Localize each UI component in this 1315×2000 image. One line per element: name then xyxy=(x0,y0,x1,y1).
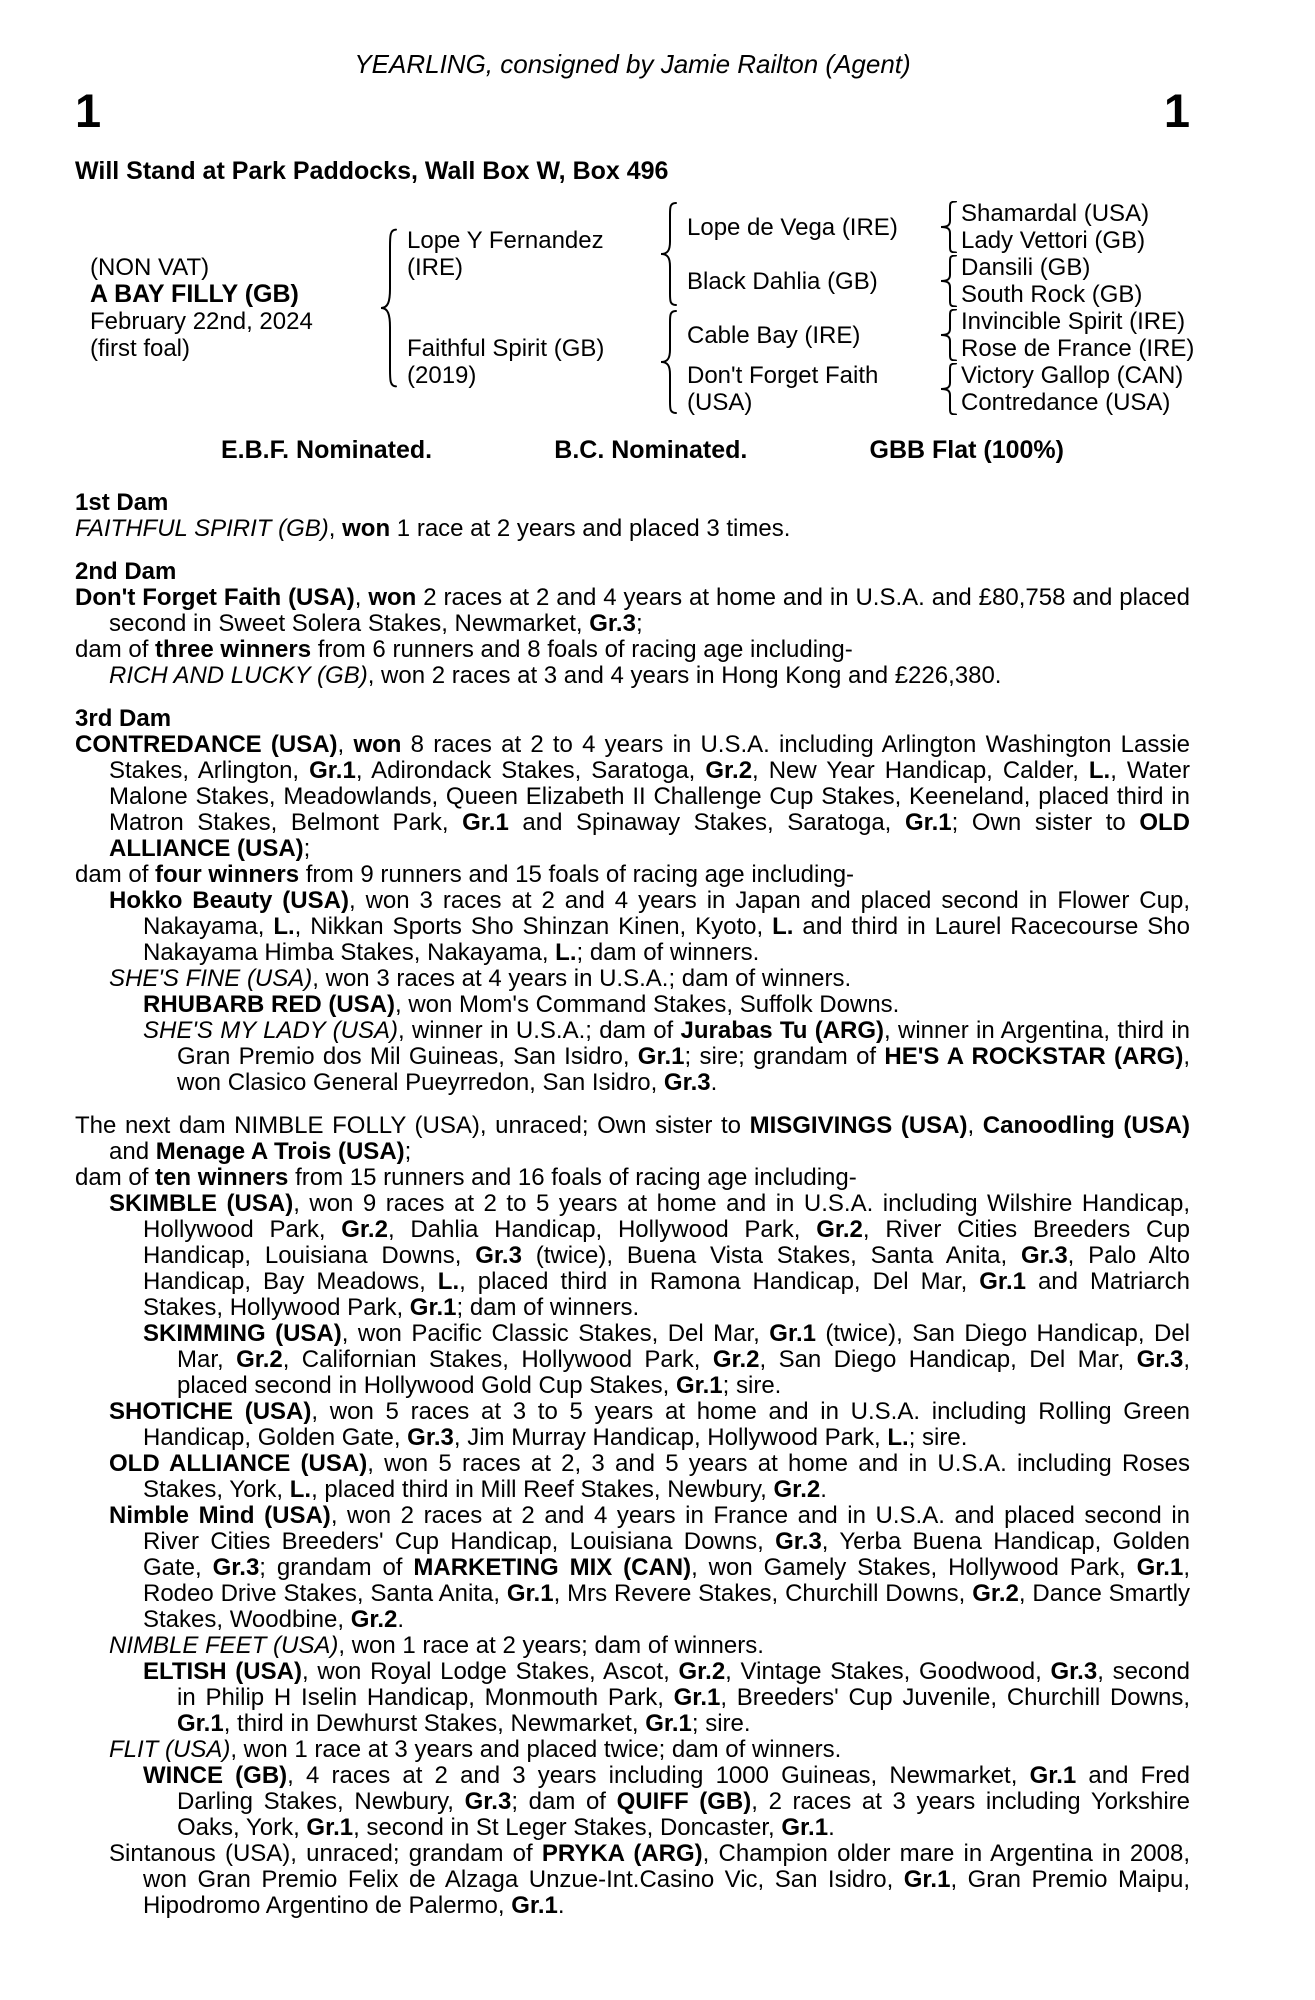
pedigree-paragraph: FAITHFUL SPIRIT (GB), won 1 race at 2 years and placed 3 times. xyxy=(75,515,791,542)
pedigree-paragraph: RHUBARB RED (USA), won Mom's Command Stakes, Suffolk Downs. xyxy=(143,991,900,1018)
bc-nominated-label: B.C. Nominated. xyxy=(554,436,748,464)
pedigree-paragraph: SHE'S MY LADY (USA), winner in U.S.A.; dam of Jurabas Tu (ARG), winner in Argentina, third in Gran Premio dos Mil Guineas, San Isidro, Gr.1; sire; grandam of HE'S A ROCKSTAR (ARG), won Clasico General Pueyrredon, San Isidro, Gr.3. xyxy=(143,1017,1190,1096)
sire-suffix: (IRE) xyxy=(407,254,463,281)
section-heading: 3rd Dam xyxy=(75,705,172,732)
horse-name: A BAY FILLY (GB) xyxy=(90,280,299,308)
pedigree-paragraph: SHOTICHE (USA), won 5 races at 3 to 5 years at home and in U.S.A. including Rolling Green Handicap, Golden Gate, Gr.3, Jim Murray Handicap, Hollywood Park, L.; sire. xyxy=(109,1398,1190,1451)
ebf-nominated-label: E.B.F. Nominated. xyxy=(221,436,433,464)
foaling-date: February 22nd, 2024 xyxy=(90,308,313,335)
pedigree-table xyxy=(75,200,1195,416)
pedigree-brace-icon xyxy=(935,254,961,308)
gen3-name: South Rock (GB) xyxy=(961,281,1143,308)
pedigree-brace-icon xyxy=(655,308,681,416)
pedigree-paragraph: dam of ten winners from 15 runners and 16 foals of racing age including- xyxy=(75,1164,857,1191)
dam-dam-suffix: (USA) xyxy=(687,389,753,416)
gen3-name: Victory Gallop (CAN) xyxy=(961,362,1184,389)
section-heading: 1st Dam xyxy=(75,489,169,516)
pedigree-paragraph: Don't Forget Faith (USA), won 2 races at 2 and 4 years at home and in U.S.A. and £80,758 and placed second in Sweet Solera Stakes, Newmarket, Gr.3; xyxy=(75,584,1191,637)
vat-status: (NON VAT) xyxy=(90,254,210,281)
lot-number-row xyxy=(75,86,1190,136)
pedigree-paragraph: WINCE (GB), 4 races at 2 and 3 years including 1000 Guineas, Newmarket, Gr.1 and Fred Darling Stakes, Newbury, Gr.3; dam of QUIFF (GB), 2 races at 3 years including Yorkshire Oaks, York, Gr.1, second in St Leger Stakes, Doncaster, Gr.1. xyxy=(143,1762,1190,1841)
sire-sire-cell xyxy=(681,200,935,254)
pedigree-paragraph: SKIMMING (USA), won Pacific Classic Stakes, Del Mar, Gr.1 (twice), San Diego Handicap, Del Mar, Gr.2, Californian Stakes, Hollywood Park, Gr.2, San Diego Handicap, Del Mar, Gr.3, placed second in Hollywood Gold Cup Stakes, Gr.1; sire. xyxy=(143,1320,1191,1399)
sire-cell xyxy=(401,200,655,308)
foal-details xyxy=(75,200,375,416)
pedigree-text-section xyxy=(75,559,1190,689)
pedigree-brace-icon xyxy=(655,200,681,308)
dam-sire-name: Cable Bay (IRE) xyxy=(687,321,861,349)
pedigree-paragraph: CONTREDANCE (USA), won 8 races at 2 to 4 years in U.S.A. including Arlington Washington Lassie Stakes, Arlington, Gr.1, Adirondack Stakes, Saratoga, Gr.2, New Year Handicap, Calder, L., Water Malone Stakes, Meadowlands, Queen Elizabeth II Challenge Cup Stakes, Keeneland, placed third in Matron Stakes, Belmont Park, Gr.1 and Spinaway Stakes, Saratoga, Gr.1; Own sister to OLD ALLIANCE (USA); xyxy=(75,731,1191,862)
lot-number-left: 1 xyxy=(75,84,102,137)
dam-dam-cell xyxy=(681,362,935,416)
stand-location: Will Stand at Park Paddocks, Wall Box W, Box 496 xyxy=(75,157,669,185)
sire-dam-name: Black Dahlia (GB) xyxy=(687,267,878,295)
pedigree-brace-icon xyxy=(935,200,961,254)
dam-sire-cell xyxy=(681,308,935,362)
pedigree-paragraph: dam of four winners from 9 runners and 15 foals of racing age including- xyxy=(75,861,855,888)
gen3-name: Dansili (GB) xyxy=(961,254,1091,281)
pedigree-paragraph: NIMBLE FEET (USA), won 1 race at 2 years; dam of winners. xyxy=(109,1632,764,1659)
pedigree-paragraph: Hokko Beauty (USA), won 3 races at 2 and 4 years in Japan and placed second in Flower Cup, Nakayama, L., Nikkan Sports Sho Shinzan Kinen, Kyoto, L. and third in Laurel Racecourse Sho Nakayama Himba Stakes, Nakayama, L.; dam of winners. xyxy=(109,887,1190,966)
nominations-row xyxy=(221,436,1064,464)
gen3-name: Lady Vettori (GB) xyxy=(961,227,1146,254)
pedigree-brace-icon xyxy=(935,308,961,362)
dam-cell xyxy=(401,308,655,416)
pedigree-text-section xyxy=(75,706,1190,1096)
pedigree-brace-icon xyxy=(935,362,961,416)
sire-name: Lope Y Fernandez xyxy=(407,227,604,254)
sire-sire-name: Lope de Vega (IRE) xyxy=(687,213,898,241)
pedigree-paragraph: Sintanous (USA), unraced; grandam of PRYKA (ARG), Champion older mare in Argentina in 2008, won Gran Premio Felix de Alzaga Unzue-Int.Casino Vic, San Isidro, Gr.1, Gran Premio Maipu, Hipodromo Argentino de Palermo, Gr.1. xyxy=(109,1840,1190,1919)
foal-note: (first foal) xyxy=(90,335,191,362)
dam-dam-name: Don't Forget Faith xyxy=(687,362,879,389)
gbb-flat-label: GBB Flat (100%) xyxy=(869,436,1064,464)
gen3-name: Invincible Spirit (IRE) xyxy=(961,308,1186,335)
gen3-name: Contredance (USA) xyxy=(961,389,1171,416)
dam-year: (2019) xyxy=(407,362,477,389)
page-title: YEARLING, consigned by Jamie Railton (Agent) xyxy=(354,49,911,79)
dam-name: Faithful Spirit (GB) xyxy=(407,335,605,362)
gen3-name: Rose de France (IRE) xyxy=(961,335,1195,362)
pedigree-paragraph: dam of three winners from 6 runners and 8 foals of racing age including- xyxy=(75,636,853,663)
gen3-name: Shamardal (USA) xyxy=(961,200,1150,227)
pedigree-text xyxy=(75,490,1190,1919)
pedigree-text-section xyxy=(75,1113,1190,1919)
pedigree-paragraph: RICH AND LUCKY (GB), won 2 races at 3 and 4 years in Hong Kong and £226,380. xyxy=(109,662,1002,689)
pedigree-paragraph: SKIMBLE (USA), won 9 races at 2 to 5 years at home and in U.S.A. including Wilshire Handicap, Hollywood Park, Gr.2, Dahlia Handicap, Hollywood Park, Gr.2, River Cities Breeders Cup Handicap, Louisiana Downs, Gr.3 (twice), Buena Vista Stakes, Santa Anita, Gr.3, Palo Alto Handicap, Bay Meadows, L., placed third in Ramona Handicap, Del Mar, Gr.1 and Matriarch Stakes, Hollywood Park, Gr.1; dam of winners. xyxy=(109,1190,1191,1321)
pedigree-text-section xyxy=(75,490,1190,542)
pedigree-paragraph: SHE'S FINE (USA), won 3 races at 4 years in U.S.A.; dam of winners. xyxy=(109,965,852,992)
sire-dam-cell xyxy=(681,254,935,308)
pedigree-brace-icon xyxy=(375,200,401,416)
lot-number-right: 1 xyxy=(1163,84,1190,137)
pedigree-paragraph: The next dam NIMBLE FOLLY (USA), unraced; Own sister to MISGIVINGS (USA), Canoodling (USA) and Menage A Trois (USA); xyxy=(75,1112,1191,1165)
pedigree-paragraph: OLD ALLIANCE (USA), won 5 races at 2, 3 and 5 years at home and in U.S.A. including Roses Stakes, York, L., placed third in Mill Reef Stakes, Newbury, Gr.2. xyxy=(109,1450,1190,1503)
pedigree-paragraph: ELTISH (USA), won Royal Lodge Stakes, Ascot, Gr.2, Vintage Stakes, Goodwood, Gr.3, second in Philip H Iselin Handicap, Monmouth Park, Gr.1, Breeders' Cup Juvenile, Churchill Downs, Gr.1, third in Dewhurst Stakes, Newmarket, Gr.1; sire. xyxy=(143,1658,1190,1737)
pedigree-paragraph: Nimble Mind (USA), won 2 races at 2 and 4 years in France and in U.S.A. and placed second in River Cities Breeders' Cup Handicap, Louisiana Downs, Gr.3, Yerba Buena Handicap, Golden Gate, Gr.3; grandam of MARKETING MIX (CAN), won Gamely Stakes, Hollywood Park, Gr.1, Rodeo Drive Stakes, Santa Anita, Gr.1, Mrs Revere Stakes, Churchill Downs, Gr.2, Dance Smartly Stakes, Woodbine, Gr.2. xyxy=(109,1502,1191,1633)
section-heading: 2nd Dam xyxy=(75,558,177,585)
pedigree-paragraph: FLIT (USA), won 1 race at 3 years and placed twice; dam of winners. xyxy=(109,1736,842,1763)
